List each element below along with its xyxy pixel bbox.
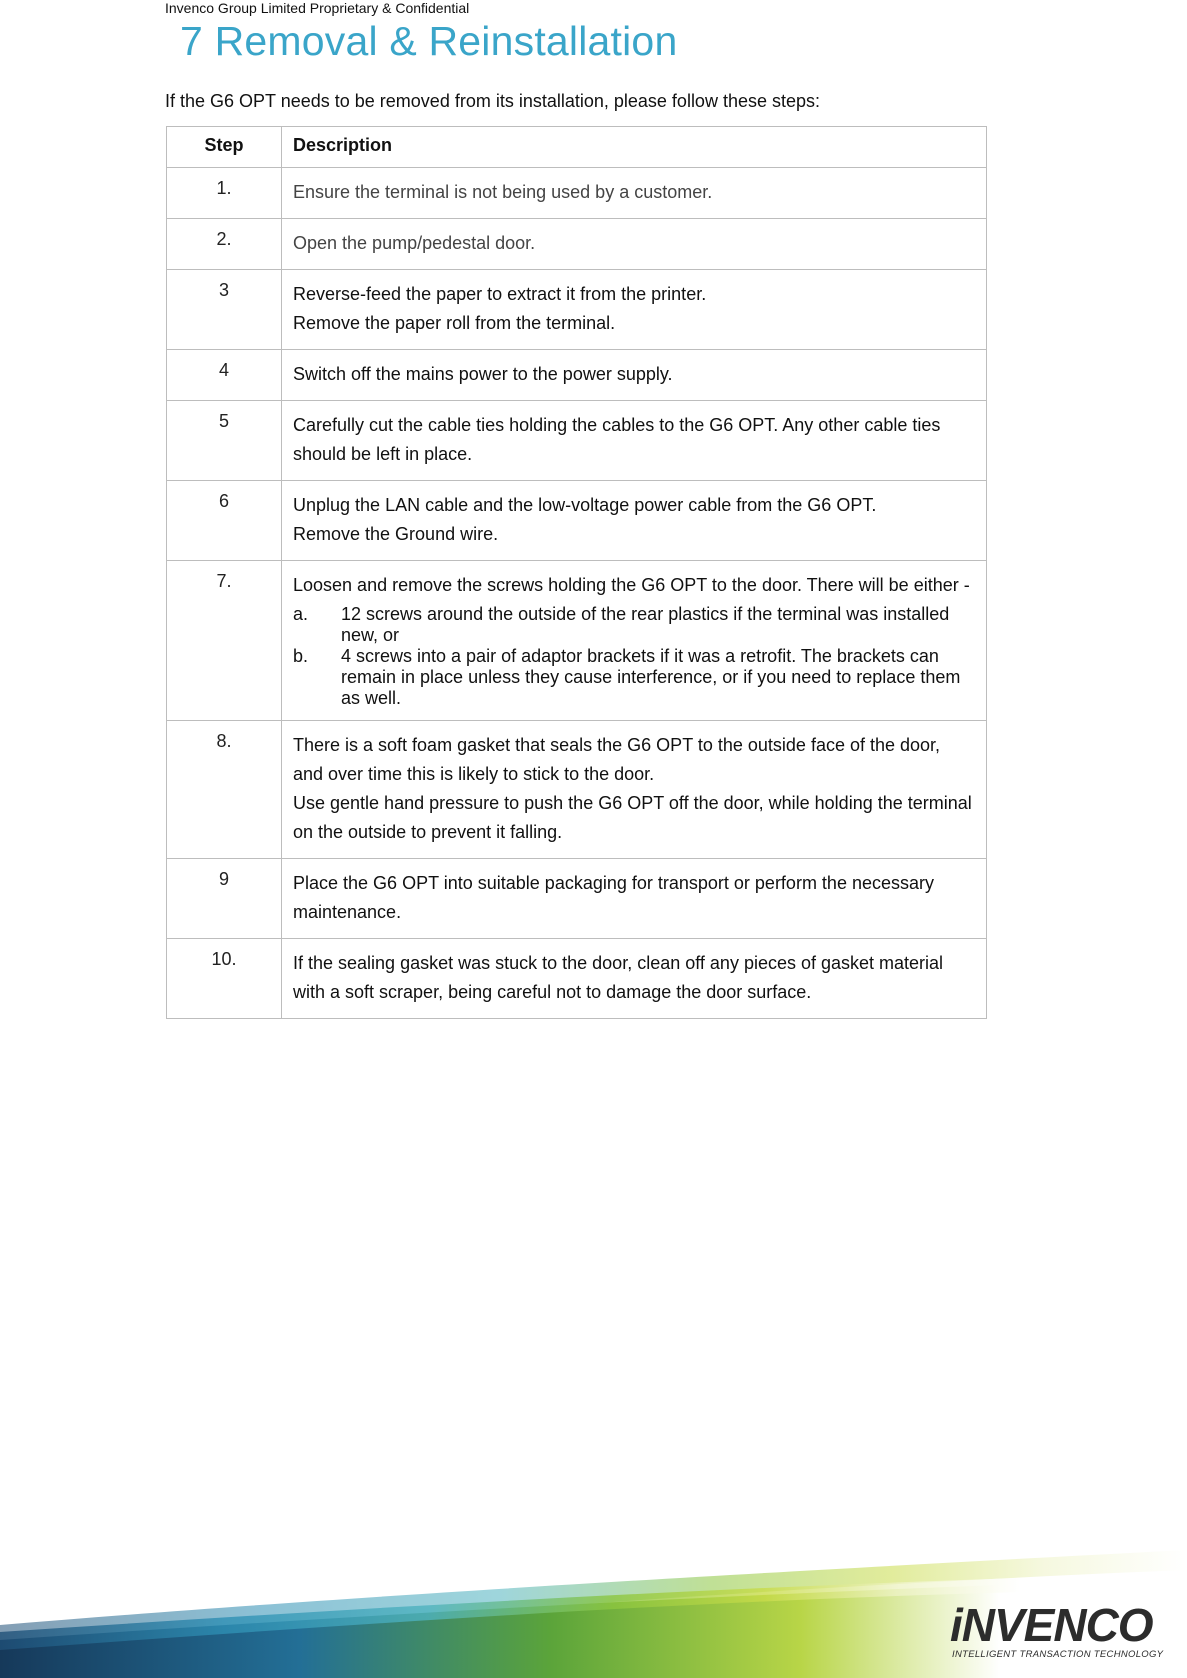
logo-tagline: INTELLIGENT TRANSACTION TECHNOLOGY — [952, 1649, 1164, 1660]
description-line: Unplug the LAN cable and the low-voltage power cable from the G6 OPT. — [293, 495, 877, 515]
table-row — [167, 721, 987, 859]
table-row — [167, 270, 987, 350]
description-line: Use gentle hand pressure to push the G6 OPT off the door, while holding the terminal on the outside to prevent it falling. — [293, 793, 972, 842]
description-line: Ensure the terminal is not being used by a customer. — [293, 182, 713, 202]
description-line: If the sealing gasket was stuck to the door, clean off any pieces of gasket material with a soft scraper, being careful not to damage the door surface. — [293, 953, 944, 1002]
sub-list-text: 12 screws around the outside of the rear plastics if the terminal was installed new, or — [341, 604, 950, 645]
table-header-row — [167, 127, 987, 168]
sub-list — [293, 604, 975, 709]
step-description — [282, 350, 987, 401]
description-line: Remove the Ground wire. — [293, 524, 499, 544]
step-number: 6 — [167, 481, 282, 561]
table-row — [167, 481, 987, 561]
step-description — [282, 168, 987, 219]
description-line: Place the G6 OPT into suitable packaging for transport or perform the necessary maintenance. — [293, 873, 934, 922]
step-description — [282, 859, 987, 939]
step-description — [282, 481, 987, 561]
step-description — [282, 939, 987, 1019]
steps-table — [166, 126, 987, 1019]
page-title: 7 Removal & Reinstallation — [180, 18, 678, 64]
table-row — [167, 859, 987, 939]
table-row — [167, 168, 987, 219]
description-line: There is a soft foam gasket that seals the G6 OPT to the outside face of the door, and over time this is likely to stick to the door. — [293, 735, 941, 784]
step-number: 3 — [167, 270, 282, 350]
step-number: 9 — [167, 859, 282, 939]
description-line: Remove the paper roll from the terminal. — [293, 313, 616, 333]
invenco-logo — [948, 1597, 1187, 1667]
sub-list-item — [293, 646, 975, 709]
table-row — [167, 401, 987, 481]
step-description — [282, 401, 987, 481]
intro-text: If the G6 OPT needs to be removed from its installation, please follow these steps: — [165, 91, 821, 111]
step-number: 10. — [167, 939, 282, 1019]
sub-list-marker: b. — [293, 646, 309, 666]
logo-wordmark: iNVENCO — [950, 1599, 1153, 1651]
description-line: Switch off the mains power to the power supply. — [293, 364, 673, 384]
description-column-header: Description — [282, 127, 987, 168]
description-line: Carefully cut the cable ties holding the cables to the G6 OPT. Any other cable ties should be left in place. — [293, 415, 941, 464]
step-description — [282, 561, 987, 721]
step-description — [282, 270, 987, 350]
description-line: Open the pump/pedestal door. — [293, 233, 536, 253]
step-column-header: Step — [167, 127, 282, 168]
description-line: Reverse-feed the paper to extract it from the printer. — [293, 284, 707, 304]
description-line: Loosen and remove the screws holding the G6 OPT to the door. There will be either - — [293, 575, 970, 595]
step-number: 7. — [167, 561, 282, 721]
table-row — [167, 219, 987, 270]
sub-list-text: 4 screws into a pair of adaptor brackets if it was a retrofit. The brackets can remain in place unless they cause interference, or if you need to replace them as well. — [341, 646, 961, 708]
step-number: 2. — [167, 219, 282, 270]
table-row — [167, 939, 987, 1019]
table-row — [167, 561, 987, 721]
confidential-header: Invenco Group Limited Proprietary & Confidential — [165, 0, 470, 16]
sub-list-marker: a. — [293, 604, 309, 624]
sub-list-item — [293, 604, 975, 646]
step-description — [282, 219, 987, 270]
table-row — [167, 350, 987, 401]
step-description — [282, 721, 987, 859]
step-number: 1. — [167, 168, 282, 219]
step-number: 5 — [167, 401, 282, 481]
step-number: 4 — [167, 350, 282, 401]
step-number: 8. — [167, 721, 282, 859]
